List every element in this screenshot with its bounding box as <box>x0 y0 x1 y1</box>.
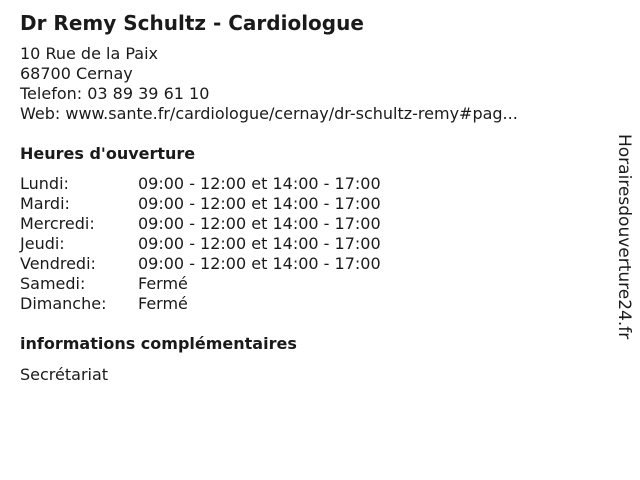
hours-row <box>20 254 381 274</box>
phone-number[interactable]: Telefon: 03 89 39 61 10 <box>20 84 210 103</box>
address-block <box>20 44 518 124</box>
day-label: Samedi: <box>20 274 86 293</box>
side-brand-text[interactable]: Horairesdouverture24.fr <box>614 134 634 340</box>
hours-row <box>20 214 381 234</box>
city-postcode: 68700 Cernay <box>20 64 133 83</box>
time-value: 09:00 - 12:00 et 14:00 - 17:00 <box>138 214 381 233</box>
time-value: 09:00 - 12:00 et 14:00 - 17:00 <box>138 174 381 193</box>
hours-heading: Heures d'ouverture <box>20 144 196 163</box>
day-label: Lundi: <box>20 174 69 193</box>
extra-info-heading: informations complémentaires <box>20 334 297 353</box>
hours-row <box>20 294 381 314</box>
day-label: Jeudi: <box>20 234 65 253</box>
hours-row <box>20 234 381 254</box>
day-label: Dimanche: <box>20 294 107 313</box>
day-label: Mardi: <box>20 194 70 213</box>
time-value: Fermé <box>138 294 188 313</box>
extra-info-text: Secrétariat <box>20 365 109 384</box>
time-value: 09:00 - 12:00 et 14:00 - 17:00 <box>138 194 381 213</box>
opening-hours-table <box>20 174 381 314</box>
hours-row <box>20 194 381 214</box>
time-value: Fermé <box>138 274 188 293</box>
page-title: Dr Remy Schultz - Cardiologue <box>20 11 364 35</box>
hours-row <box>20 274 381 294</box>
hours-row <box>20 174 381 194</box>
day-label: Vendredi: <box>20 254 96 273</box>
day-label: Mercredi: <box>20 214 95 233</box>
street-address: 10 Rue de la Paix <box>20 44 158 63</box>
website-link[interactable]: Web: www.sante.fr/cardiologue/cernay/dr-schultz-remy#pag... <box>20 104 518 123</box>
time-value: 09:00 - 12:00 et 14:00 - 17:00 <box>138 234 381 253</box>
time-value: 09:00 - 12:00 et 14:00 - 17:00 <box>138 254 381 273</box>
